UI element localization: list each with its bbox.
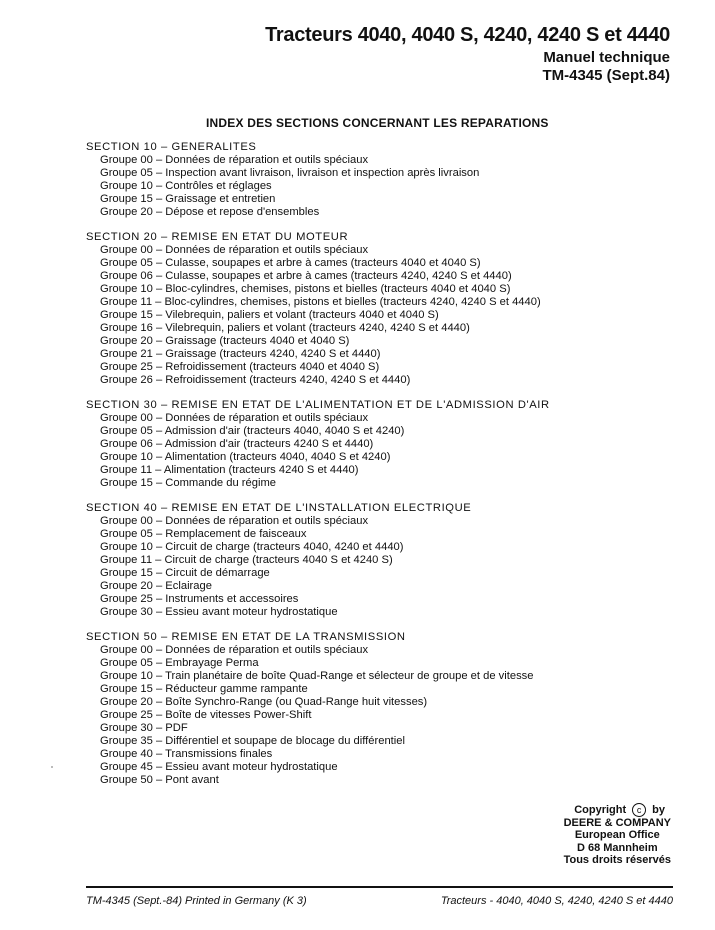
- group-entry: Groupe 30 – PDF: [100, 722, 188, 735]
- group-entry: Groupe 25 – Refroidissement (tracteurs 4040 et 4040 S): [100, 360, 380, 373]
- section-block: [86, 141, 550, 219]
- group-entry: Groupe 20 – Dépose et repose d'ensembles: [100, 205, 320, 218]
- section-heading: SECTION 20 – REMISE EN ETAT DU MOTEUR: [86, 231, 349, 244]
- group-entry: Groupe 20 – Eclairage: [100, 580, 212, 593]
- group-entry: Groupe 25 – Instruments et accessoires: [100, 593, 299, 605]
- group-entry: Groupe 30 – Essieu avant moteur hydrostatique: [100, 605, 338, 618]
- group-entry: Groupe 15 – Commande du régime: [100, 476, 276, 489]
- group-entry: Groupe 50 – Pont avant: [100, 773, 219, 786]
- section-block: [86, 502, 550, 619]
- group-entry: Groupe 20 – Boîte Synchro-Range (ou Quad-Range huit vitesses): [100, 696, 428, 709]
- group-entry: Groupe 45 – Essieu avant moteur hydrostatique: [100, 760, 338, 773]
- group-entry: Groupe 10 – Circuit de charge (tracteurs 4040, 4240 et 4440): [100, 541, 404, 554]
- group-entry: Groupe 10 – Contrôles et réglages: [100, 179, 272, 192]
- group-entry: Groupe 05 – Embrayage Perma: [100, 657, 259, 670]
- copyright-icon: c: [632, 803, 646, 817]
- group-entry: Groupe 00 – Données de réparation et outils spéciaux: [100, 412, 369, 425]
- copyright-office: European Office: [574, 829, 660, 842]
- group-entry: Groupe 21 – Graissage (tracteurs 4240, 4240 S et 4440): [100, 347, 381, 360]
- section-block: [86, 231, 550, 386]
- section-block: [86, 631, 550, 786]
- footer-model-list: Tracteurs - 4040, 4040 S, 4240, 4240 S et 4440: [440, 895, 673, 907]
- scan-speck: [51, 766, 53, 768]
- group-entry: Groupe 35 – Différentiel et soupape de blocage du différentiel: [100, 735, 405, 748]
- group-entry: Groupe 10 – Bloc-cylindres, chemises, pistons et bielles (tracteurs 4040 et 4040 S): [100, 283, 511, 296]
- group-entry: Groupe 11 – Bloc-cylindres, chemises, pistons et bielles (tracteurs 4240, 4240 S et 4440): [100, 295, 541, 308]
- copyright-label: Copyright: [574, 803, 627, 816]
- group-entry: Groupe 10 – Alimentation (tracteurs 4040, 4040 S et 4240): [100, 450, 391, 463]
- group-entry: Groupe 06 – Admission d'air (tracteurs 4240 S et 4440): [100, 438, 374, 451]
- section-heading: SECTION 30 – REMISE EN ETAT DE L'ALIMENTATION ET DE L'ADMISSION D'AIR: [86, 399, 550, 412]
- copyright-rights: Tous droits réservés: [563, 854, 671, 867]
- group-entry: Groupe 00 – Données de réparation et outils spéciaux: [100, 153, 369, 166]
- copyright-city: D 68 Mannheim: [576, 841, 658, 854]
- document-subtitle: Manuel technique: [543, 49, 670, 66]
- index-title: INDEX DES SECTIONS CONCERNANT LES REPARATIONS: [206, 116, 549, 130]
- document-title: Tracteurs 4040, 4040 S, 4240, 4240 S et 4440: [265, 24, 670, 46]
- section-heading: SECTION 10 – GENERALITES: [86, 141, 257, 153]
- group-entry: Groupe 05 – Remplacement de faisceaux: [100, 528, 307, 541]
- group-entry: Groupe 05 – Admission d'air (tracteurs 4040, 4040 S et 4240): [100, 425, 405, 438]
- footer-print-info: TM-4345 (Sept.-84) Printed in Germany (K 3): [86, 895, 307, 907]
- group-entry: Groupe 15 – Vilebrequin, paliers et volant (tracteurs 4040 et 4040 S): [100, 308, 439, 321]
- group-entry: Groupe 15 – Graissage et entretien: [100, 192, 276, 205]
- copyright-company: DEERE & COMPANY: [563, 817, 671, 829]
- group-entry: Groupe 10 – Train planétaire de boîte Quad-Range et sélecteur de groupe et de vitesse: [100, 670, 534, 683]
- section-index: [86, 141, 550, 799]
- group-entry: Groupe 06 – Culasse, soupapes et arbre à cames (tracteurs 4240, 4240 S et 4440): [100, 270, 512, 283]
- copyright-by: by: [652, 803, 665, 816]
- group-entry: Groupe 11 – Alimentation (tracteurs 4240 S et 4440): [100, 463, 359, 476]
- group-entry: Groupe 15 – Réducteur gamme rampante: [100, 683, 308, 696]
- footer-divider: [86, 886, 673, 888]
- section-block: [86, 399, 550, 490]
- group-entry: Groupe 15 – Circuit de démarrage: [100, 567, 270, 580]
- copyright-block: [564, 803, 671, 867]
- group-entry: Groupe 25 – Boîte de vitesses Power-Shift: [100, 709, 312, 722]
- section-heading: SECTION 40 – REMISE EN ETAT DE L'INSTALLATION ELECTRIQUE: [86, 502, 472, 515]
- group-entry: Groupe 00 – Données de réparation et outils spéciaux: [100, 515, 369, 528]
- manual-code: TM-4345 (Sept.84): [542, 67, 670, 84]
- group-entry: Groupe 00 – Données de réparation et outils spéciaux: [100, 644, 369, 657]
- group-entry: Groupe 20 – Graissage (tracteurs 4040 et 4040 S): [100, 334, 350, 347]
- section-heading: SECTION 50 – REMISE EN ETAT DE LA TRANSMISSION: [86, 631, 406, 644]
- group-entry: Groupe 16 – Vilebrequin, paliers et volant (tracteurs 4240, 4240 S et 4440): [100, 321, 470, 334]
- group-entry: Groupe 26 – Refroidissement (tracteurs 4240, 4240 S et 4440): [100, 373, 411, 386]
- group-entry: Groupe 11 – Circuit de charge (tracteurs 4040 S et 4240 S): [100, 554, 393, 567]
- group-entry: Groupe 05 – Culasse, soupapes et arbre à cames (tracteurs 4040 et 4040 S): [100, 257, 481, 270]
- group-entry: Groupe 05 – Inspection avant livraison, livraison et inspection après livraison: [100, 166, 480, 179]
- group-entry: Groupe 40 – Transmissions finales: [100, 747, 273, 760]
- group-entry: Groupe 00 – Données de réparation et outils spéciaux: [100, 244, 369, 257]
